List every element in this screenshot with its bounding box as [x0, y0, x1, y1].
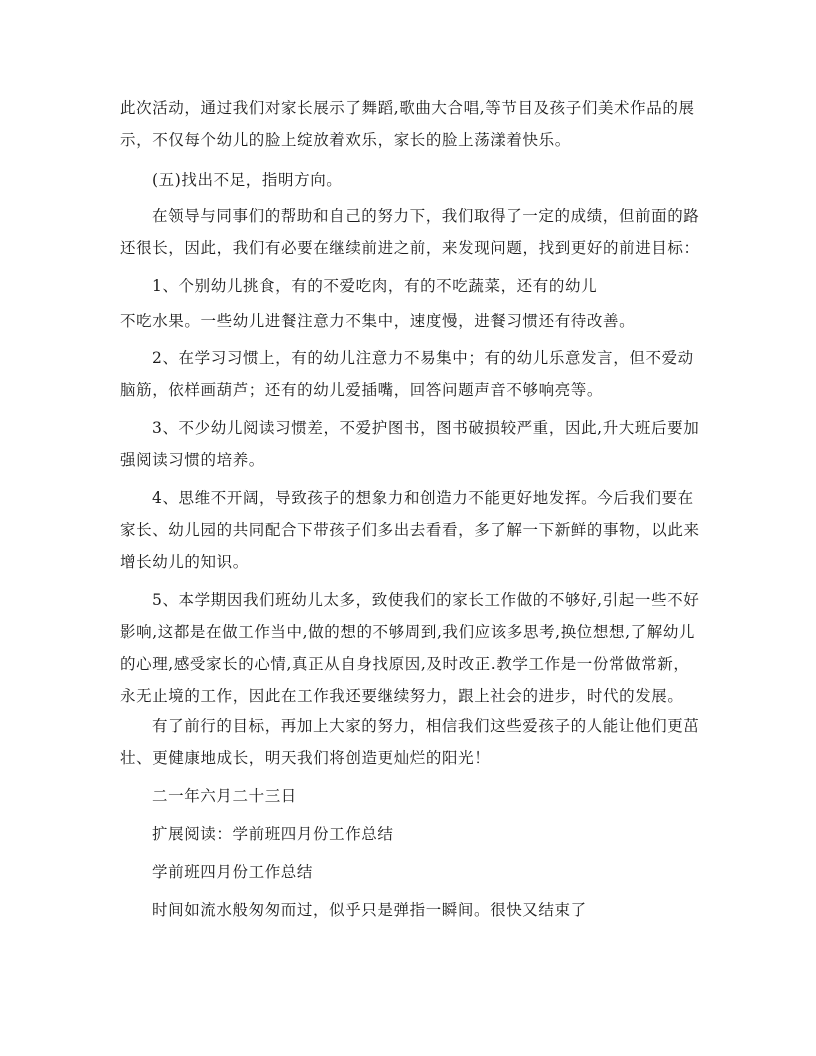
- paragraph-extended-reading: 扩展阅读：学前班四月份工作总结: [152, 825, 394, 843]
- paragraph-time: 时间如流水般匆匆而过，似乎只是弹指一瞬间。很快又结束了: [152, 901, 587, 919]
- paragraph-activity: 此次活动，通过我们对家长展示了舞蹈,歌曲大合唱,等节目及孩子们美术作品的展示，不仅每个幼儿的脸上绽放着欢乐，家长的脸上荡漾着快乐。: [120, 99, 695, 149]
- paragraph-subtitle: 学前班四月份工作总结: [152, 863, 314, 881]
- paragraph-date: 二一年六月二十三日: [152, 787, 297, 805]
- paragraph-item-1: 1、个别幼儿挑食，有的不爱吃肉，有的不吃蔬菜，还有的幼儿: [152, 277, 598, 295]
- paragraph-item-3: 3、不少幼儿阅读习惯差，不爱护图书，图书破损较严重，因此,升大班后要加强阅读习惯的培养。: [120, 419, 700, 469]
- paragraph-section-five-heading: (五)找出不足，指明方向。: [152, 171, 343, 189]
- paragraph-item-1-cont: 不吃水果。一些幼儿进餐注意力不集中，速度慢，进餐习惯还有待改善。: [120, 312, 636, 330]
- paragraph-item-4: 4、思维不开阔，导致孩子的想象力和创造力不能更好地发挥。今后我们要在家长、幼儿园的共同配合下带孩子们多出去看看，多了解一下新鲜的事物，以此来增长幼儿的知识。: [120, 489, 700, 571]
- paragraph-item-2: 2、在学习习惯上，有的幼儿注意力不易集中；有的幼儿乐意发言，但不爱动脑筋，依样画葫芦；还有的幼儿爱插嘴，回答问题声音不够响亮等。: [120, 349, 694, 399]
- paragraph-progress: 在领导与同事们的帮助和自己的努力下，我们取得了一定的成绩，但前面的路还很长，因此，我们有必要在继续前进之前，来发现问题，找到更好的前进目标：: [120, 207, 700, 257]
- paragraph-conclusion: 有了前行的目标，再加上大家的努力，相信我们这些爱孩子的人能让他们更茁壮、更健康地成长，明天我们将创造更灿烂的阳光！: [120, 717, 700, 767]
- paragraph-item-5: 5、本学期因我们班幼儿太多，致使我们的家长工作做的不够好,引起一些不好影响,这都是在做工作当中,做的想的不够周到,我们应该多思考,换位想想,了解幼儿的心理,感受家长的心情,真正从自身找原因,及时改正.教学工作是一份常做常新，永无止境的工作，因此在工作我还要继续努力，跟上社会的进步，时代的发展。: [120, 591, 700, 705]
